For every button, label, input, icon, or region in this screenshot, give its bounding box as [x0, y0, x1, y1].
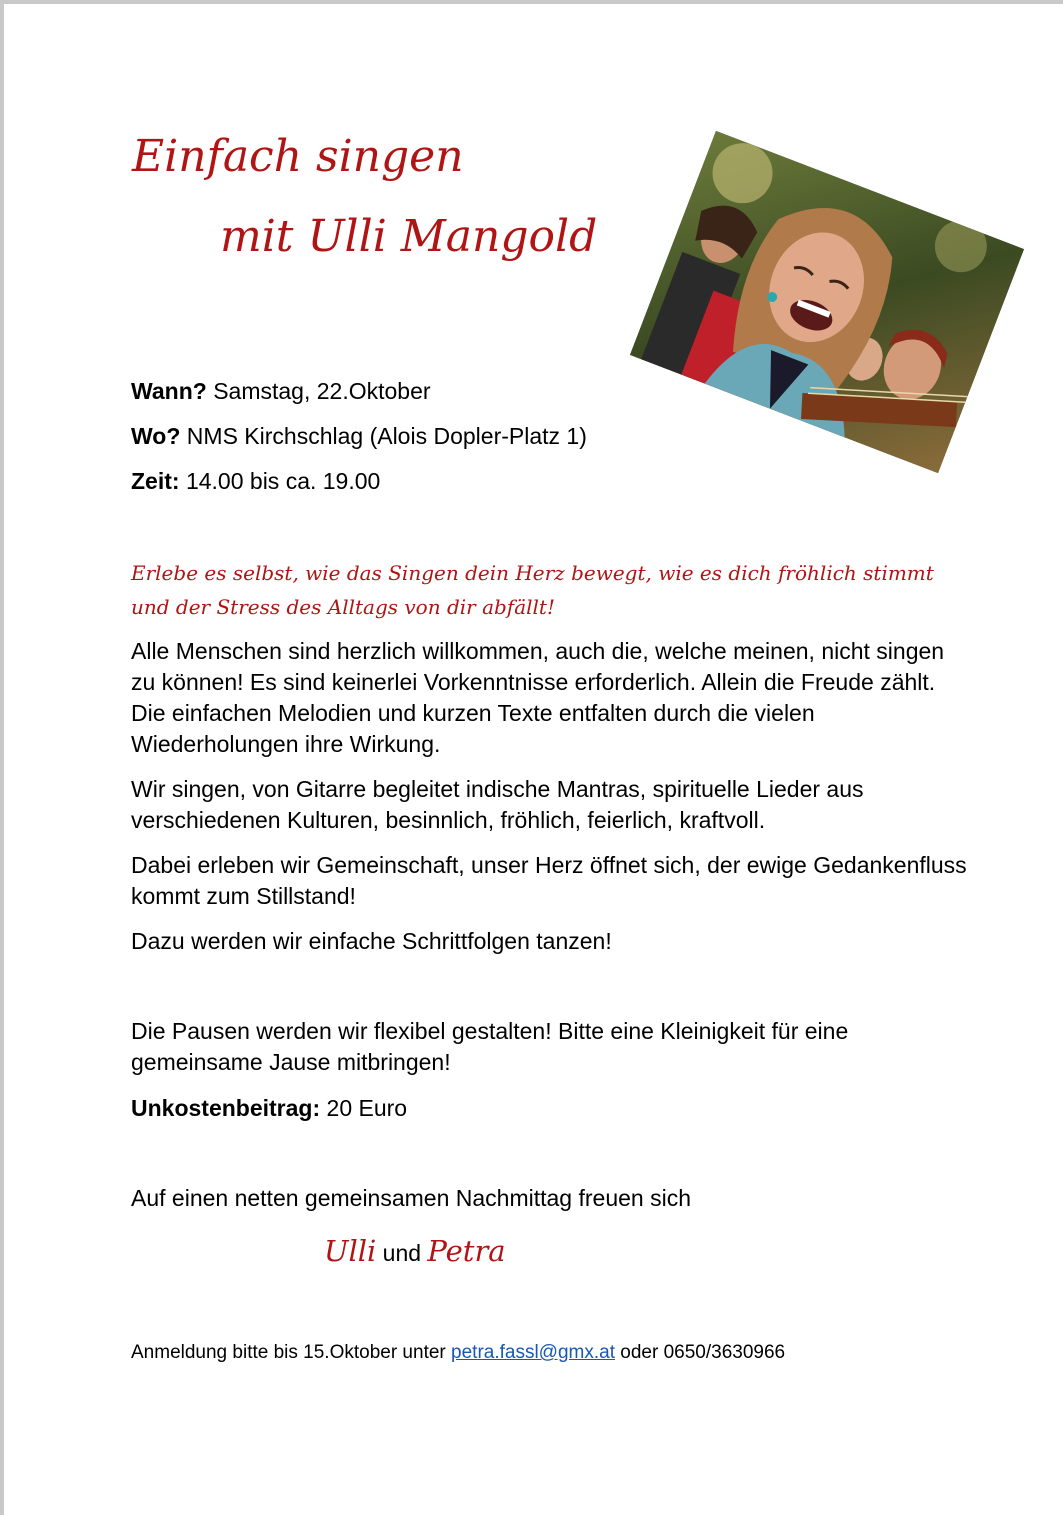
closing-text: Auf einen netten gemeinsamen Nachmittag freuen sich: [131, 1185, 691, 1211]
time-label: Zeit:: [131, 468, 180, 494]
time-value: 14.00 bis ca. 19.00: [185, 468, 381, 494]
paragraph-dance: Dazu werden wir einfache Schrittfolgen tanzen!: [131, 928, 612, 954]
when-value: Samstag, 22.Oktober: [213, 378, 431, 404]
paragraph-community: Dabei erleben wir Gemeinschaft, unser Herz öffnet sich, der ewige Gedankenfluss kommt zum Stillstand!: [131, 852, 967, 909]
when-line: [131, 377, 431, 405]
when-label: Wann?: [131, 378, 207, 404]
registration-note: [131, 1340, 785, 1366]
motto-line-2: und der Stress des Alltags von dir abfällt!: [131, 595, 555, 619]
signature-name-1: Ulli: [324, 1234, 377, 1268]
signature-connector: und: [382, 1240, 422, 1266]
fee-value: 20 Euro: [326, 1095, 408, 1121]
fee-label: Unkostenbeitrag:: [131, 1095, 321, 1121]
motto-line-1: Erlebe es selbst, wie das Singen dein Herz bewegt, wie es dich fröhlich stimmt: [131, 561, 934, 585]
signature: [324, 1231, 506, 1273]
paragraph-welcome: Alle Menschen sind herzlich willkommen, auch die, welche meinen, nicht singen zu können! Es sind keinerlei Vorkenntnisse erforderlich. Allein die Freude zählt. Die einfachen Melodien und kurzen Texte entfalten durch die vielen Wiederholungen ihre Wirkung.: [131, 638, 945, 757]
paragraph-breaks: Die Pausen werden wir flexibel gestalten! Bitte eine Kleinigkeit für eine gemeinsame Jause mitbringen!: [131, 1018, 849, 1075]
where-value: NMS Kirchschlag (Alois Dopler-Platz 1): [186, 423, 587, 449]
registration-phone: oder 0650/3630966: [620, 1342, 786, 1363]
where-label: Wo?: [131, 423, 181, 449]
paragraph-singing: Wir singen, von Gitarre begleitet indische Mantras, spirituelle Lieder aus verschiedenen Kulturen, besinnlich, fröhlich, feierlich, kraftvoll.: [131, 776, 864, 833]
signature-name-2: Petra: [427, 1234, 506, 1268]
registration-text: Anmeldung bitte bis 15.Oktober unter: [131, 1342, 446, 1363]
singer-photo: [630, 131, 1024, 473]
fee-line: [131, 1094, 407, 1122]
title-line-1: Einfach singen: [132, 131, 464, 182]
where-line: [131, 422, 587, 450]
time-line: [131, 467, 380, 495]
photo-illustration: [630, 131, 1024, 473]
title-line-2: mit Ulli Mangold: [220, 211, 598, 262]
motto: [131, 556, 981, 624]
email-link[interactable]: petra.fassl@gmx.at: [451, 1342, 615, 1363]
